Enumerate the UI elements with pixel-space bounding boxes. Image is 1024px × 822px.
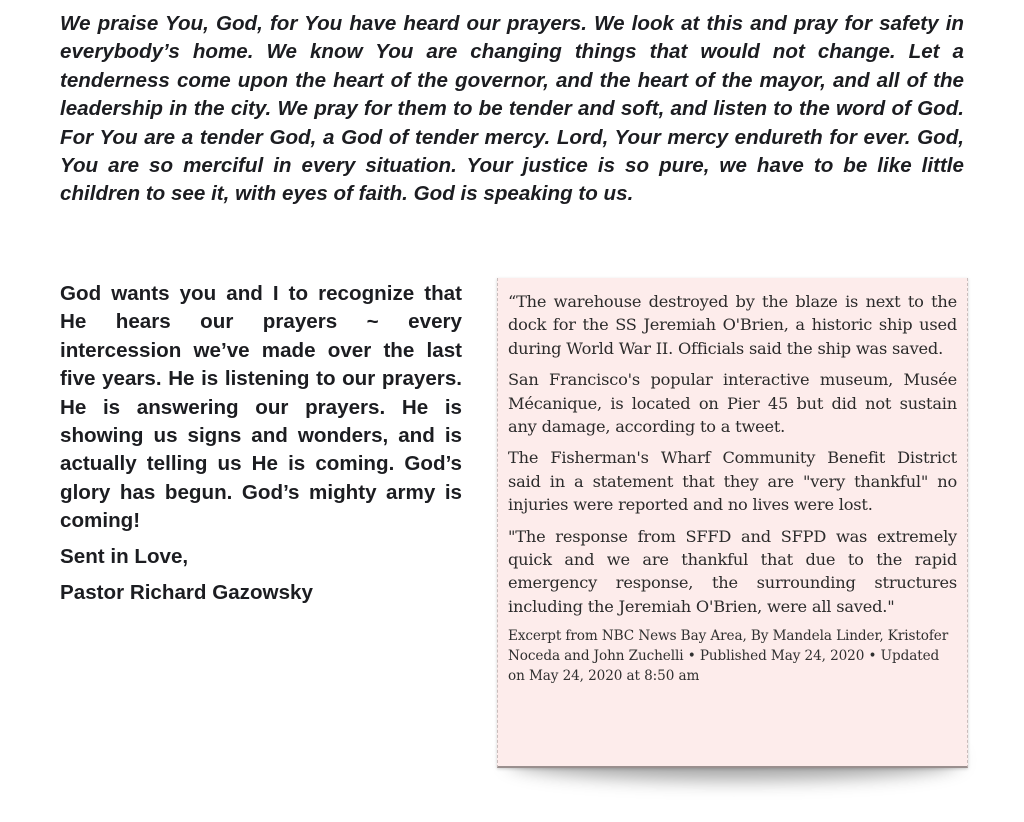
clipping-paragraph-2: San Francisco's popular interactive museum, Musée Mécanique, is located on Pier 45 but did not sustain any damage, according to a tweet. bbox=[508, 370, 957, 437]
clipping-paragraph-4: "The response from SFFD and SFPD was extremely quick and we are thankful that due to the rapid emergency response, the surrounding structures including the Jeremiah O'Brien, were all saved." bbox=[508, 526, 957, 616]
pastor-message bbox=[60, 280, 462, 607]
message-body: God wants you and I to recognize that He hears our prayers ~ every intercession we’ve made over the last five years. He is listening to our prayers. He is answering our prayers. He is showing us signs and wonders, and is actually telling us He is coming. God’s glory has begun. God’s mighty army is coming! bbox=[60, 282, 462, 533]
clipping-paragraph-1: “The warehouse destroyed by the blaze is next to the dock for the SS Jeremiah O'Brien, a historic ship used during World War II. Officials said the ship was saved. bbox=[508, 292, 957, 358]
message-signature: Pastor Richard Gazowsky bbox=[60, 581, 313, 605]
news-clipping bbox=[497, 278, 968, 768]
clipping-paragraph-3: The Fisherman's Wharf Community Benefit District said in a statement that they are "very thankful" no injuries were reported and no lives were lost. bbox=[508, 448, 957, 515]
prayer-paragraph: We praise You, God, for You have heard our prayers. We look at this and pray for safety in everybody’s home. We know You are changing things that would not change. Let a tenderness come upon the heart of the governor, and the heart of the mayor, and all of the leadership in the city. We pray for them to be tender and soft, and listen to the word of God. For You are a tender God, a God of tender mercy. Lord, Your mercy endureth for ever. God, You are so merciful in every situation. Your justice is so pure, we have to be like little children to see it, with eyes of faith. God is speaking to us. bbox=[60, 12, 964, 206]
message-closing: Sent in Love, bbox=[60, 544, 189, 568]
clipping-source: Excerpt from NBC News Bay Area, By Mandela Linder, Kristofer Noceda and John Zuchelli • Published May 24, 2020 • Updated on May 24, 2020 at 8:50 am bbox=[508, 628, 949, 685]
